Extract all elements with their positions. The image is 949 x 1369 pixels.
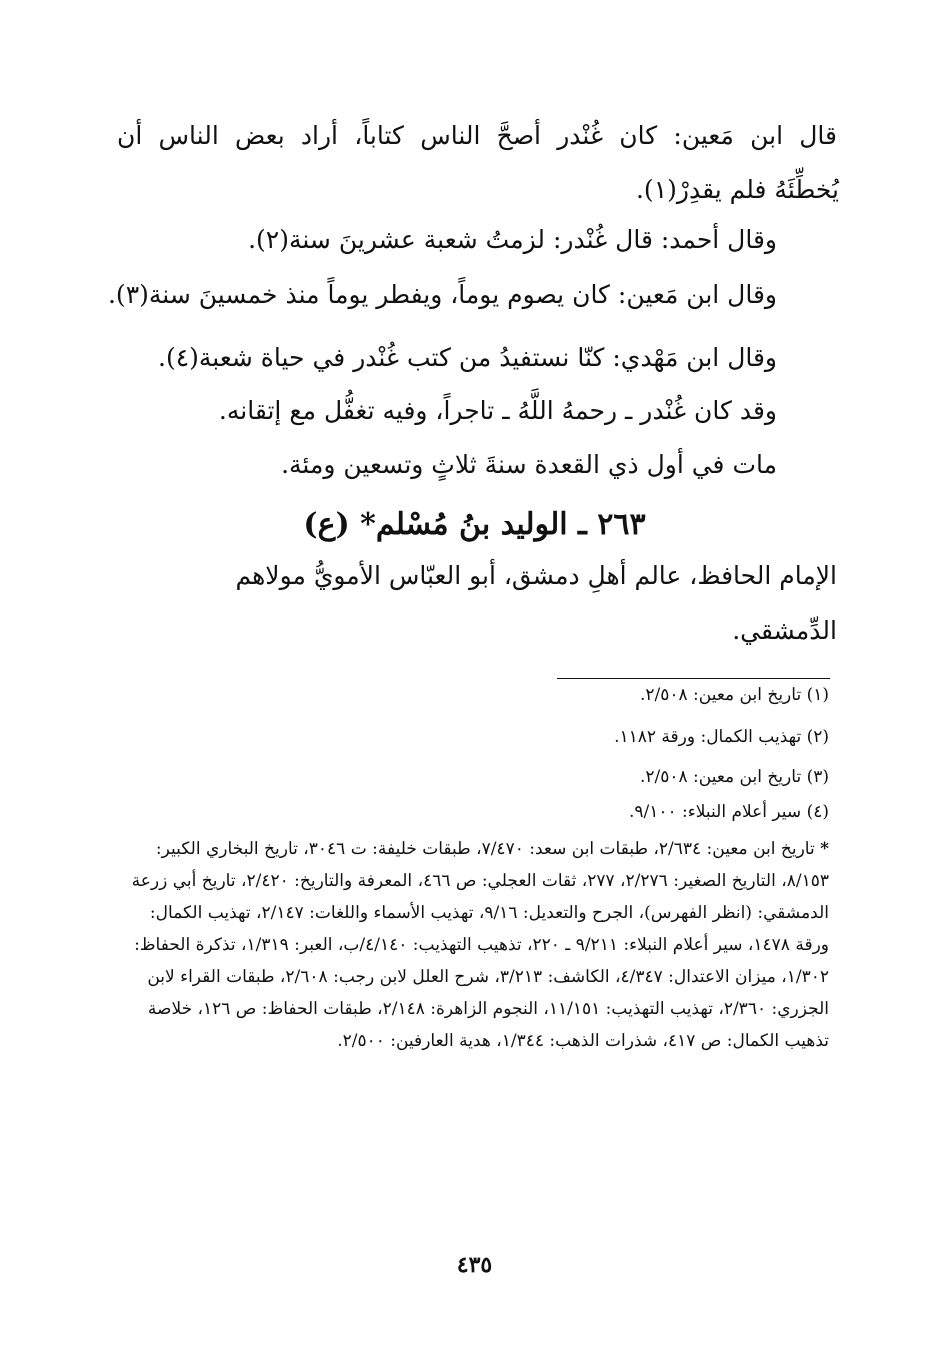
footnote-3: (٣) تاريخ ابن معين: ٢/٥٠٨. [639,767,829,787]
paragraph-line-2: يُخطِّئَهُ فلم يقدِرْ(١). [635,175,839,204]
footnote-4: (٤) سير أعلام النبلاء: ٩/١٠٠. [628,802,829,822]
paragraph-line-3: وقال أحمد: قال غُنْدر: لزمتُ شعبة عشرينَ سنة(٢). [248,225,777,254]
paragraph-line-1: قال ابن مَعين: كان غُنْدر أصحَّ الناس كتاباً، أراد بعض الناس أن [117,121,837,150]
entry-line-2: الدِّمشقي. [732,616,837,645]
footnote-1: (١) تاريخ ابن معين: ٢/٥٠٨. [639,685,829,705]
footnote-divider [557,678,830,679]
paragraph-line-6: وقد كان غُنْدر ـ رحمهُ اللَّهُ ـ تاجراً، وفيه تغفُّل مع إتقانه. [218,396,777,425]
star-footnote-text: تاريخ ابن معين: ٢/٦٣٤، طبقات ابن سعد: ٧/٤٧٠، طبقات خليفة: ت ٣٠٤٦، تاريخ البخاري الكبير: ٨/١٥٣، التاريخ الصغير: ٢/٢٧٦، ٢٧٧، ثقات العجلي: ص ٤٦٦، المعرفة والتاريخ: ٢/٤٢٠، تاريخ أبي زرعة الدمشقي: (انظر الفهرس)، الجرح والتعديل: ٩/١٦، تهذيب الأسماء واللغات: ٢/١٤٧، تهذيب الكمال: ورقة ١٤٧٨، سير أعلام النبلاء: ٩/٢١١ ـ ٢٢٠، تذهيب التهذيب: ٤/١٤٠/ب، العبر: ١/٣١٩، تذكرة الحفاظ: ١/٣٠٢، ميزان الاعتدال: ٤/٣٤٧، الكاشف: ٣/٢١٣، شرح العلل لابن رجب: ٢/٦٠٨، طبقات القراء لابن الجزري: ٢/٣٦٠، تهذيب التهذيب: ١١/١٥١، النجوم الزاهرة: ٢/١٤٨، طبقات الحفاظ: ص ١٢٦، خلاصة تذهيب الكمال: ص ٤١٧، شذرات الذهب: ١/٣٤٤، هدية العارفين: ٢/٥٠٠. [131,839,829,1051]
paragraph-line-5: وقال ابن مَهْدي: كنّا نستفيدُ من كتب غُنْدر في حياة شعبة(٤). [158,343,777,372]
star-footnote [121,833,829,1057]
paragraph-line-4: وقال ابن مَعين: كان يصوم يوماً، ويفطر يوماً منذ خمسينَ سنة(٣). [107,280,777,309]
page-number: ٤٣٥ [456,1252,493,1278]
star-footnote-marker: * [820,839,829,859]
entry-line-1: الإمام الحافظ، عالم أهلِ دمشق، أبو العبّاس الأمويُّ مولاهم [235,561,837,590]
footnote-2: (٢) تهذيب الكمال: ورقة ١١٨٢. [614,727,829,747]
paragraph-line-7: مات في أول ذي القعدة سنةَ ثلاثٍ وتسعين ومئة. [281,450,777,479]
entry-heading: ٢٦٣ ـ الوليد بنُ مُسْلم* (ع) [303,507,646,542]
